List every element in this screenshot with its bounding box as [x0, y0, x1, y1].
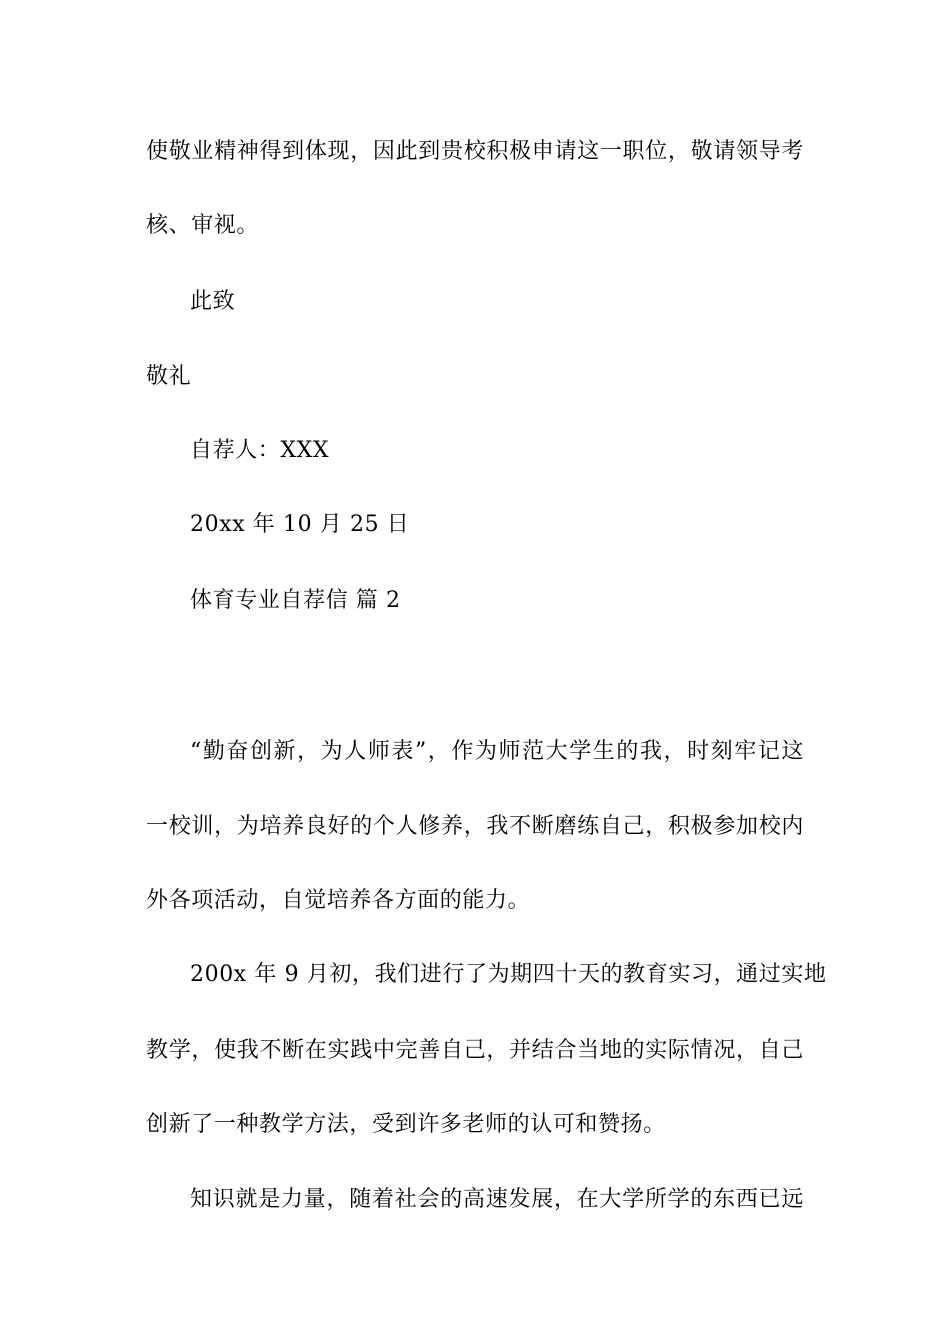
paragraph-line: 使敬业精神得到体现，因此到贵校积极申请这一职位，敬请领导考 — [146, 139, 804, 164]
date-line: 20xx 年 10 月 25 日 — [190, 512, 410, 537]
paragraph-line: 200x 年 9 月初，我们进行了为期四十天的教育实习，通过实地 — [190, 962, 827, 987]
paragraph-line: 一校训，为培养良好的个人修养，我不断磨练自己，积极参加校内 — [146, 814, 804, 839]
paragraph-line: 教学，使我不断在实践中完善自己，并结合当地的实际情况，自己 — [146, 1038, 804, 1063]
section-heading: 体育专业自荐信 篇 2 — [190, 588, 401, 613]
paragraph-line: 核、审视。 — [146, 213, 260, 238]
closing-salutation: 此致 — [190, 289, 236, 314]
paragraph-line: 外各项活动，自觉培养各方面的能力。 — [146, 888, 531, 913]
paragraph-line: “勤奋创新，为人师表”，作为师范大学生的我，时刻牢记这 — [190, 739, 804, 764]
paragraph-line: 知识就是力量，随着社会的高速发展，在大学所学的东西已远 — [190, 1187, 804, 1212]
closing-regards: 敬礼 — [146, 364, 192, 389]
paragraph-line: 创新了一种教学方法，受到许多老师的认可和赞扬。 — [146, 1112, 666, 1137]
signature-line: 自荐人：XXX — [190, 438, 330, 463]
